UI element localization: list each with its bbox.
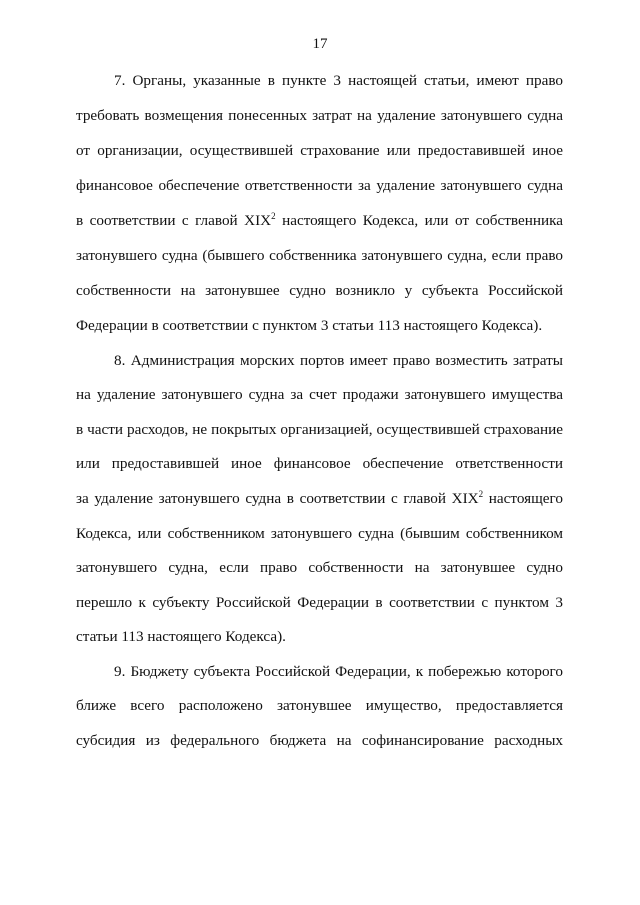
superscript: 2 (478, 489, 484, 499)
page-number: 17 (312, 36, 328, 52)
paragraph-8-line-3: в части расходов, не покрытых организацией, осуществившей страхование (76, 421, 563, 438)
paragraph-9-line-3: субсидия из федерального бюджета на софинансирование расходных (76, 732, 563, 749)
line-text-after: настоящего Кодекса, или от собственника (275, 212, 563, 229)
paragraph-8-line-2: на удаление затонувшего судна за счет продажи затонувшего имущества (76, 386, 563, 403)
paragraph-8-line-7: затонувшего судна, если право собственности на затонувшее судно (76, 559, 563, 576)
paragraph-8-line-8: перешло к субъекту Российской Федерации в соответствии с пунктом 3 (76, 594, 563, 611)
paragraph-7-line-1: 7. Органы, указанные в пункте 3 настоящей статьи, имеют право (114, 72, 563, 89)
paragraph-9-line-2: ближе всего расположено затонувшее имущество, предоставляется (76, 697, 563, 714)
line-text-before: за удаление затонувшего судна в соответствии с главой XIX (76, 490, 479, 507)
paragraph-7-line-3: от организации, осуществившей страхование или предоставившей иное (76, 142, 563, 159)
paragraph-9-line-1: 9. Бюджету субъекта Российской Федерации, к побережью которого (114, 663, 563, 680)
paragraph-7-line-7: собственности на затонувшее судно возникло у субъекта Российской (76, 282, 563, 299)
paragraph-8-line-4: или предоставившей иное финансовое обеспечение ответственности (76, 455, 563, 472)
line-text-before: в соответствии с главой XIX (76, 212, 272, 229)
paragraph-7-line-8: Федерации в соответствии с пунктом 3 статьи 113 настоящего Кодекса). (76, 317, 543, 334)
paragraph-7-line-6: затонувшего судна (бывшего собственника затонувшего судна, если право (76, 247, 563, 264)
paragraph-8-line-1: 8. Администрация морских портов имеет право возместить затраты (114, 352, 563, 369)
paragraph-7-line-5 (76, 212, 563, 230)
paragraph-8-line-6: Кодекса, или собственником затонувшего судна (бывшим собственником (76, 525, 563, 542)
superscript: 2 (271, 211, 276, 221)
line-text-after: настоящего (483, 490, 563, 507)
paragraph-7-line-2: требовать возмещения понесенных затрат на удаление затонувшего судна (76, 107, 563, 124)
paragraph-7-line-4: финансовое обеспечение ответственности за удаление затонувшего судна (76, 177, 563, 194)
paragraph-8-line-9: статьи 113 настоящего Кодекса). (76, 628, 286, 645)
paragraph-8-line-5 (76, 490, 563, 508)
